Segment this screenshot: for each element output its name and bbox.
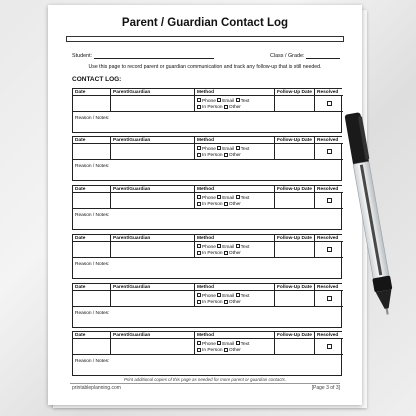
footer-site: printableplanning.com bbox=[72, 385, 121, 391]
cell-parent[interactable] bbox=[111, 242, 195, 258]
checkbox-icon[interactable] bbox=[236, 293, 240, 297]
checkbox-icon[interactable] bbox=[236, 146, 240, 150]
method-in-person[interactable] bbox=[197, 202, 223, 207]
method-text-label: Text bbox=[240, 98, 250, 104]
method-in-person[interactable] bbox=[197, 251, 223, 256]
method-email-label: Email bbox=[222, 98, 235, 104]
method-text-label: Text bbox=[240, 341, 250, 347]
contact-entry bbox=[72, 331, 342, 376]
method-phone[interactable] bbox=[197, 99, 216, 104]
checkbox-icon[interactable] bbox=[197, 348, 201, 352]
header-resolved: Resolved bbox=[315, 332, 343, 339]
cell-date[interactable] bbox=[73, 144, 111, 160]
method-text-label: Text bbox=[240, 244, 250, 250]
checkbox-icon[interactable] bbox=[217, 98, 221, 102]
contact-entry bbox=[72, 136, 342, 181]
cell-followup[interactable] bbox=[275, 193, 315, 209]
footer-page: [Page 3 of 3] bbox=[311, 385, 340, 391]
section-heading: CONTACT LOG: bbox=[72, 76, 122, 83]
method-phone-label: Phone bbox=[202, 293, 216, 299]
method-in-person[interactable] bbox=[197, 300, 223, 305]
method-options bbox=[197, 244, 249, 257]
method-in-person-label: In Person bbox=[202, 105, 223, 110]
method-in-person-label: In Person bbox=[202, 251, 223, 256]
checkbox-icon[interactable] bbox=[197, 244, 201, 248]
method-email[interactable] bbox=[217, 147, 234, 152]
checkbox-icon[interactable] bbox=[236, 195, 240, 199]
pen-icon bbox=[340, 104, 400, 324]
resolved-checkbox[interactable] bbox=[327, 149, 332, 154]
checkbox-icon[interactable] bbox=[224, 348, 228, 352]
cell-method[interactable] bbox=[195, 291, 275, 307]
method-options bbox=[197, 146, 249, 159]
method-in-person[interactable] bbox=[197, 348, 223, 353]
checkbox-icon[interactable] bbox=[224, 153, 228, 157]
class-label: Class / Grade: bbox=[270, 53, 305, 59]
header-date: Date bbox=[73, 186, 111, 193]
method-phone[interactable] bbox=[197, 294, 216, 299]
method-in-person-label: In Person bbox=[202, 153, 223, 158]
method-text[interactable] bbox=[236, 342, 250, 347]
header-method: Method bbox=[195, 235, 275, 242]
checkbox-icon[interactable] bbox=[217, 244, 221, 248]
checkbox-icon[interactable] bbox=[197, 105, 201, 109]
checkbox-icon[interactable] bbox=[197, 146, 201, 150]
checkbox-icon[interactable] bbox=[197, 251, 201, 255]
class-line[interactable] bbox=[306, 52, 340, 59]
method-text[interactable] bbox=[236, 196, 250, 201]
checkbox-icon[interactable] bbox=[197, 195, 201, 199]
instructions: Use this page to record parent or guardian communication and track any follow-up that is still needed. bbox=[88, 64, 322, 70]
header-date: Date bbox=[73, 235, 111, 242]
cell-date[interactable] bbox=[73, 242, 111, 258]
resolved-checkbox[interactable] bbox=[327, 247, 332, 252]
method-other-label: Other bbox=[228, 251, 241, 256]
header-parent: Parent/Guardian bbox=[111, 235, 195, 242]
method-email-label: Email bbox=[222, 244, 235, 250]
header-parent: Parent/Guardian bbox=[111, 89, 195, 96]
checkbox-icon[interactable] bbox=[217, 293, 221, 297]
header-date: Date bbox=[73, 89, 111, 96]
cell-parent[interactable] bbox=[111, 96, 195, 112]
method-email[interactable] bbox=[217, 294, 234, 299]
cell-resolved[interactable] bbox=[315, 193, 343, 209]
header-resolved: Resolved bbox=[315, 89, 343, 96]
method-email-label: Email bbox=[222, 146, 235, 152]
reason-notes-label: Reason / Notes: bbox=[75, 311, 110, 316]
cell-parent[interactable] bbox=[111, 193, 195, 209]
cell-date[interactable] bbox=[73, 96, 111, 112]
method-in-person[interactable] bbox=[197, 153, 223, 158]
cell-resolved[interactable] bbox=[315, 291, 343, 307]
reason-notes-label: Reason / Notes: bbox=[75, 359, 110, 364]
checkbox-icon[interactable] bbox=[224, 105, 228, 109]
header-method: Method bbox=[195, 284, 275, 291]
cell-resolved[interactable] bbox=[315, 242, 343, 258]
cell-method[interactable] bbox=[195, 96, 275, 112]
page-title: Parent / Guardian Contact Log bbox=[121, 17, 289, 29]
method-text-label: Text bbox=[240, 195, 250, 201]
footer-note: Print additional copies of this page as needed for more parent or guardian contacts. bbox=[123, 377, 287, 382]
contact-entry bbox=[72, 185, 342, 230]
reason-notes-label: Reason / Notes: bbox=[75, 164, 110, 169]
method-phone-label: Phone bbox=[202, 341, 216, 347]
cell-method[interactable] bbox=[195, 193, 275, 209]
method-in-person-label: In Person bbox=[202, 300, 223, 305]
checkbox-icon[interactable] bbox=[236, 341, 240, 345]
method-email[interactable] bbox=[217, 196, 234, 201]
cell-followup[interactable] bbox=[275, 291, 315, 307]
checkbox-icon[interactable] bbox=[224, 300, 228, 304]
method-other[interactable] bbox=[224, 348, 241, 353]
cell-followup[interactable] bbox=[275, 144, 315, 160]
cell-method[interactable] bbox=[195, 339, 275, 355]
method-email-label: Email bbox=[222, 293, 235, 299]
method-email-label: Email bbox=[222, 195, 235, 201]
header-followup: Follow-Up Date bbox=[275, 186, 315, 193]
checkbox-icon[interactable] bbox=[197, 300, 201, 304]
cell-parent[interactable] bbox=[111, 339, 195, 355]
header-parent: Parent/Guardian bbox=[111, 284, 195, 291]
header-date: Date bbox=[73, 284, 111, 291]
method-other[interactable] bbox=[224, 300, 241, 305]
method-other[interactable] bbox=[224, 202, 241, 207]
header-resolved: Resolved bbox=[315, 186, 343, 193]
cell-resolved[interactable] bbox=[315, 339, 343, 355]
checkbox-icon[interactable] bbox=[197, 341, 201, 345]
cell-date[interactable] bbox=[73, 193, 111, 209]
header-parent: Parent/Guardian bbox=[111, 186, 195, 193]
checkbox-icon[interactable] bbox=[197, 153, 201, 157]
method-phone[interactable] bbox=[197, 342, 216, 347]
checkbox-icon[interactable] bbox=[217, 195, 221, 199]
resolved-checkbox[interactable] bbox=[327, 296, 332, 301]
method-in-person-label: In Person bbox=[202, 348, 223, 353]
student-label: Student: bbox=[72, 53, 93, 59]
method-options bbox=[197, 341, 249, 354]
method-other-label: Other bbox=[228, 348, 241, 353]
header-resolved: Resolved bbox=[315, 137, 343, 144]
header-method: Method bbox=[195, 186, 275, 193]
method-phone[interactable] bbox=[197, 245, 216, 250]
cell-parent[interactable] bbox=[111, 291, 195, 307]
header-followup: Follow-Up Date bbox=[275, 284, 315, 291]
method-other[interactable] bbox=[224, 105, 241, 110]
checkbox-icon[interactable] bbox=[197, 98, 201, 102]
cell-date[interactable] bbox=[73, 291, 111, 307]
method-phone-label: Phone bbox=[202, 98, 216, 104]
method-email[interactable] bbox=[217, 99, 234, 104]
method-text-label: Text bbox=[240, 146, 250, 152]
reason-notes-label: Reason / Notes: bbox=[75, 213, 110, 218]
header-parent: Parent/Guardian bbox=[111, 137, 195, 144]
student-field bbox=[72, 52, 214, 59]
resolved-checkbox[interactable] bbox=[327, 101, 332, 106]
reason-notes-label: Reason / Notes: bbox=[75, 116, 110, 121]
method-phone[interactable] bbox=[197, 147, 216, 152]
contact-log-sheet bbox=[48, 5, 362, 405]
header-date: Date bbox=[73, 137, 111, 144]
method-other[interactable] bbox=[224, 251, 241, 256]
header-followup: Follow-Up Date bbox=[275, 235, 315, 242]
checkbox-icon[interactable] bbox=[217, 341, 221, 345]
checkbox-icon[interactable] bbox=[224, 202, 228, 206]
header-resolved: Resolved bbox=[315, 284, 343, 291]
reason-notes-label: Reason / Notes: bbox=[75, 262, 110, 267]
cell-followup[interactable] bbox=[275, 96, 315, 112]
method-text[interactable] bbox=[236, 245, 250, 250]
header-method: Method bbox=[195, 137, 275, 144]
header-resolved: Resolved bbox=[315, 235, 343, 242]
checkbox-icon[interactable] bbox=[217, 146, 221, 150]
method-options bbox=[197, 195, 249, 208]
method-in-person[interactable] bbox=[197, 105, 223, 110]
student-line[interactable] bbox=[94, 52, 214, 59]
header-date: Date bbox=[73, 332, 111, 339]
method-text[interactable] bbox=[236, 147, 250, 152]
cell-followup[interactable] bbox=[275, 339, 315, 355]
class-field bbox=[270, 52, 340, 59]
contact-entry bbox=[72, 283, 342, 328]
method-email[interactable] bbox=[217, 342, 234, 347]
cell-resolved[interactable] bbox=[315, 144, 343, 160]
method-phone-label: Phone bbox=[202, 244, 216, 250]
method-other-label: Other bbox=[228, 153, 241, 158]
method-phone[interactable] bbox=[197, 196, 216, 201]
checkbox-icon[interactable] bbox=[197, 202, 201, 206]
method-text-label: Text bbox=[240, 293, 250, 299]
contact-entry bbox=[72, 234, 342, 279]
method-other-label: Other bbox=[228, 202, 241, 207]
header-followup: Follow-Up Date bbox=[275, 137, 315, 144]
cell-method[interactable] bbox=[195, 144, 275, 160]
method-options bbox=[197, 98, 249, 111]
header-parent: Parent/Guardian bbox=[111, 332, 195, 339]
method-phone-label: Phone bbox=[202, 146, 216, 152]
method-options bbox=[197, 293, 249, 306]
cell-resolved[interactable] bbox=[315, 96, 343, 112]
resolved-checkbox[interactable] bbox=[327, 344, 332, 349]
method-phone-label: Phone bbox=[202, 195, 216, 201]
cell-parent[interactable] bbox=[111, 144, 195, 160]
header-method: Method bbox=[195, 332, 275, 339]
title-bar bbox=[66, 36, 344, 42]
checkbox-icon[interactable] bbox=[224, 251, 228, 255]
cell-method[interactable] bbox=[195, 242, 275, 258]
contact-entry bbox=[72, 88, 342, 133]
cell-date[interactable] bbox=[73, 339, 111, 355]
checkbox-icon[interactable] bbox=[197, 293, 201, 297]
header-method: Method bbox=[195, 89, 275, 96]
cell-followup[interactable] bbox=[275, 242, 315, 258]
checkbox-icon[interactable] bbox=[236, 98, 240, 102]
header-followup: Follow-Up Date bbox=[275, 89, 315, 96]
method-text[interactable] bbox=[236, 294, 250, 299]
method-in-person-label: In Person bbox=[202, 202, 223, 207]
checkbox-icon[interactable] bbox=[236, 244, 240, 248]
footer-rule bbox=[70, 383, 340, 384]
method-email-label: Email bbox=[222, 341, 235, 347]
method-text[interactable] bbox=[236, 99, 250, 104]
method-email[interactable] bbox=[217, 245, 234, 250]
resolved-checkbox[interactable] bbox=[327, 198, 332, 203]
method-other-label: Other bbox=[228, 105, 241, 110]
header-followup: Follow-Up Date bbox=[275, 332, 315, 339]
method-other[interactable] bbox=[224, 153, 241, 158]
method-other-label: Other bbox=[228, 300, 241, 305]
